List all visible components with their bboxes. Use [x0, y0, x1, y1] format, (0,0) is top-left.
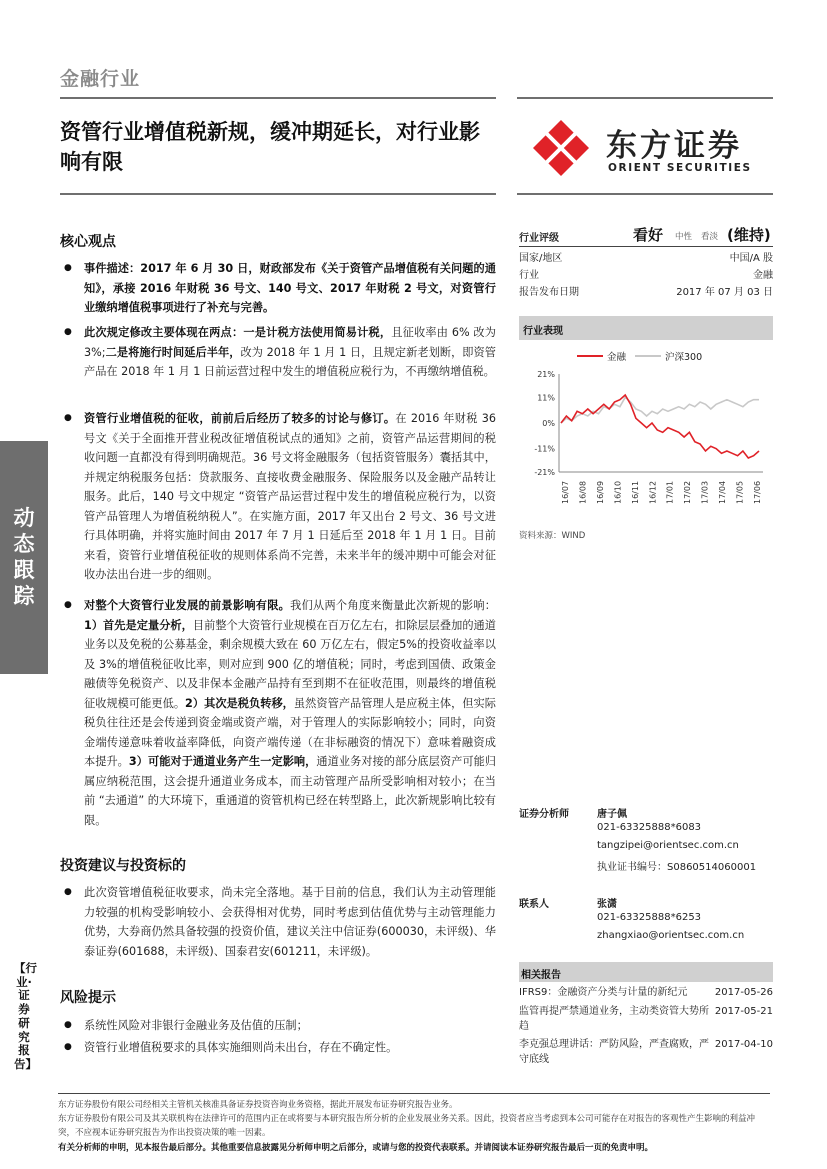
core-view-item-2-lead2: 二是将施行时间延后半年， — [105, 345, 241, 359]
core-view-item-4-lead4: 3）可能对于通道业务产生一定影响， — [128, 755, 317, 768]
contact-phone: 021-63325888*6253 — [597, 912, 702, 923]
footer-line-2: 东方证券股份有限公司及其关联机构在法律许可的范围内正在或将要与本研究报告所分析的企业发展业务关系。因此，投资者应当考虑到本公司可能存在对报告的客观性产生影响的利益冲突，不应视本证券研究报告为作出投资决策的唯一因素。 — [58, 1114, 756, 1138]
core-view-item-3-text: 在 2016 年财税 36 号文《关于全面推开营业税改征增值税试点的通知》之前，资管产品运营期间的税收问题一直都没有得到明确规范。36 号文将金融服务（包括资管服务）囊括其中，并规定纳税服务包括：贷款服务、直接收费金融服务、保险服务以及金融产品转让服务。此后，140 号文中规定 “资管产品运营过程中发生的增值税应税行为，以资管产品管理人为增值税纳税人”。在实施方面，2017 年又出台 2 号文、36 号文进行具体明确，并将实施时间由 2017 年 7 月 1 日延后至 2018 年 1 月 1 日。目前来看，资管行业增值税征收的规则体系尚不完善，未来半年的缓冲期中可能会对征收办法出台进一步的细则。 — [84, 412, 496, 581]
side-band-label-text: 动态跟踪 — [13, 506, 35, 608]
report-title: 资管行业增值税新规，缓冲期延长，对行业影响有限 — [60, 120, 480, 174]
core-view-item-2-lead: 此次规定修改主要体现在两点：一是计税方法使用简易计税， — [84, 326, 392, 339]
related-item-date: 2017-05-21 — [714, 1006, 773, 1017]
related-item[interactable] — [519, 985, 773, 1000]
x-tick-label: 17/05 — [735, 480, 745, 504]
related-item-title: 李克强总理讲话：严防风险，严查腐败，严守底线 — [519, 1039, 709, 1065]
risk-item-1: 系统性风险对非银行金融业务及估值的压制； — [84, 1019, 308, 1032]
rating-bearish: 看淡 — [701, 232, 719, 242]
bullet-icon: ● — [64, 263, 72, 273]
related-item[interactable] — [519, 1004, 773, 1034]
logo-chinese-name: 东方证券 — [606, 128, 742, 164]
core-view-item-4-text-a: 我们从两个角度来衡量此次新规的影响： — [290, 599, 496, 612]
perf-source: 资料来源：WIND — [519, 531, 586, 541]
x-tick-label: 17/06 — [753, 480, 762, 504]
rating-info-row — [519, 249, 773, 266]
core-view-item-1-lead: 事件描述：2017 年 6 月 30 日，财政部发布《关于资管产品增值税有关问题的通知》，承接 2016 年财税 36 号文、140 号文、2017 年财税 2 号文，对资管行业缴纳增值税事项进行了补充与完善。 — [84, 262, 496, 314]
footer-line-3: 有关分析师的申明，见本报告最后部分。其他重要信息披露见分析师申明之后部分，或请与您的投资代表联系。并请阅读本证券研究报告最后一页的免责申明。 — [58, 1143, 654, 1153]
x-tick-label: 17/04 — [718, 480, 728, 504]
core-view-item-1 — [84, 259, 496, 318]
x-tick-label: 17/02 — [683, 480, 693, 504]
contact-label: 联系人 — [519, 899, 549, 910]
side-band-label — [0, 505, 48, 609]
core-view-heading: 核心观点 — [60, 234, 116, 250]
rating-status: (维持) — [727, 226, 771, 244]
title-rule-right — [517, 193, 773, 195]
logo-english-name: ORIENT SECURITIES — [608, 162, 752, 174]
rating-info-key: 行业 — [519, 270, 539, 281]
analyst-cert: 执业证书编号：S0860514060001 — [597, 862, 757, 873]
analyst-email: tangzipei@orientsec.com.cn — [597, 840, 739, 851]
related-item-date: 2017-05-26 — [714, 987, 773, 998]
x-tick-label: 16/10 — [613, 480, 623, 504]
rating-info — [519, 249, 773, 300]
rating-info-row — [519, 266, 773, 283]
analyst-label: 证券分析师 — [519, 809, 569, 820]
y-tick-label: 21% — [537, 370, 555, 379]
series-line-hs300 — [561, 397, 759, 423]
perf-chart — [519, 344, 773, 524]
bullet-icon: ● — [64, 1020, 72, 1030]
bullet-icon: ● — [64, 327, 72, 337]
y-tick-label: 0% — [542, 419, 555, 428]
rating-info-key: 国家/地区 — [519, 253, 563, 264]
header-rule-left — [60, 97, 496, 99]
chart-legend — [577, 351, 702, 363]
x-tick-label: 16/12 — [648, 480, 658, 504]
perf-heading-band — [519, 316, 773, 340]
rating-info-row — [519, 283, 773, 300]
core-view-item-4 — [84, 596, 496, 830]
related-item-date: 2017-04-10 — [714, 1039, 773, 1050]
orient-logo-icon — [529, 116, 593, 180]
core-view-item-4-text-d: 通道业务对接的部分底层资产可能归属应纳税范围，这会提升通道业务成本，而主动管理产品所受影响相对较小；在当前 “去通道” 的大环境下，重通道的资管机构已经在转型路上，此次新规影响比较有限。 — [84, 755, 496, 827]
analyst-phone: 021-63325888*6083 — [597, 822, 702, 833]
core-view-item-2 — [84, 323, 496, 382]
rating-info-value: 金融 — [753, 270, 773, 281]
x-tick-label: 17/01 — [665, 480, 675, 504]
rating-neutral: 中性 — [675, 232, 693, 242]
rating-info-value: 2017 年 07 月 03 日 — [676, 287, 773, 298]
series-line-finance — [561, 395, 759, 458]
side-report-type: 【行业·证券研究报告】 — [14, 961, 37, 1071]
related-item-title: 监管再提严禁通道业务，主动类资管大势所趋 — [519, 1006, 709, 1032]
investment-heading: 投资建议与投资标的 — [60, 858, 186, 874]
x-tick-label: 16/11 — [630, 480, 640, 504]
related-item[interactable] — [519, 1037, 773, 1067]
legend-label-finance: 金融 — [607, 352, 627, 363]
risk-heading: 风险提示 — [60, 990, 116, 1006]
core-view-item-2-text-a: 且征收率由 6% 改为 3%; — [84, 326, 496, 359]
core-view-item-4-text-b: 目前整个大资管行业规模在百万亿左右，扣除层层叠加的通道业务以及免税的公募基金，剩余规模大致在 60 万亿左右，假定5%的投资收益率以及 3%的增值税征收比率，则对应到 900 亿的增值税；同时，考虑到国债、政策金融债等免税资产、以及非保本金融产品持有至到期不在征收范围，则最终的增值税征收规模可能更低。 — [84, 618, 496, 710]
perf-heading: 行业表现 — [523, 326, 563, 337]
risk-item-2: 资管行业增值税要求的具体实施细则尚未出台，存在不确定性。 — [84, 1041, 398, 1054]
rating-info-value: 中国/A 股 — [729, 253, 773, 264]
related-heading: 相关报告 — [521, 970, 561, 981]
core-view-item-4-lead: 对整个大资管行业发展的前景影响有限。 — [84, 599, 291, 612]
core-view-item-3 — [84, 409, 496, 585]
rating-label: 行业评级 — [519, 233, 559, 244]
footer-rule — [58, 1093, 770, 1094]
header-rule-right — [517, 97, 773, 99]
core-view-item-3-lead: 资管行业增值税的征收，前前后后经历了较多的讨论与修订。 — [84, 412, 396, 425]
legend-label-hs300: 沪深300 — [665, 352, 703, 363]
core-view-item-4-lead3: 2）其次是税负转移， — [185, 696, 294, 710]
x-tick-label: 16/09 — [595, 480, 605, 504]
rating-rule — [519, 246, 773, 247]
y-tick-label: -21% — [534, 468, 555, 477]
contact-name: 张潇 — [597, 899, 617, 910]
x-tick-label: 17/03 — [700, 480, 710, 504]
core-view-item-4-lead2: 1）首先是定量分析， — [84, 618, 193, 632]
title-rule-left — [60, 193, 496, 195]
y-tick-label: -11% — [534, 444, 555, 454]
x-tick-label: 16/07 — [561, 480, 570, 504]
analyst-name: 唐子佩 — [597, 809, 627, 820]
contact-email: zhangxiao@orientsec.com.cn — [597, 930, 745, 941]
rating-value: 看好 — [633, 226, 664, 244]
x-tick-label: 16/08 — [578, 480, 588, 504]
rating-row — [519, 224, 773, 246]
core-view-item-2-text-b: 改为 2018 年 1 月 1 日，且规定新老划断，即资管产品在 2018 年 1 月 1 日前运营过程中发生的增值税应税行为，不再缴纳增值税。 — [84, 345, 496, 378]
investment-text: 此次资管增值税征收要求，尚未完全落地。基于目前的信息，我们认为主动管理能力较强的机构受影响较小、会获得相对优势，同时考虑到估值优势与主动管理能力优势，大券商仍然具备较强的投资价值，建议关注中信证券(600030，未评级)、华泰证券(601688，未评级)、国泰君安(601211，未评级)。 — [84, 886, 496, 958]
bullet-icon: ● — [64, 887, 72, 897]
core-view-item-4-text-c: 虽然资管产品管理人是应税主体，但实际税负往往还是会传递到资金端或资产端，对于管理人的实际影响较小；同时，向资金端传递意味着收益率降低，向资产端传递（在非标融资的情况下）意味着融资成本提升。 — [84, 696, 496, 768]
footer-line-1: 东方证券股份有限公司经相关主管机关核准具备证券投资咨询业务资格，据此开展发布证券研究报告业务。 — [58, 1100, 458, 1110]
bullet-icon: ● — [64, 1042, 72, 1052]
related-heading-band — [519, 962, 773, 982]
rating-info-key: 报告发布日期 — [519, 287, 579, 298]
sector-label: 金融行业 — [60, 68, 141, 90]
bullet-icon: ● — [64, 413, 72, 423]
y-tick-label: 11% — [537, 393, 555, 403]
bullet-icon: ● — [64, 600, 72, 610]
related-item-title: IFRS9：金融资产分类与计量的新纪元 — [519, 987, 688, 998]
